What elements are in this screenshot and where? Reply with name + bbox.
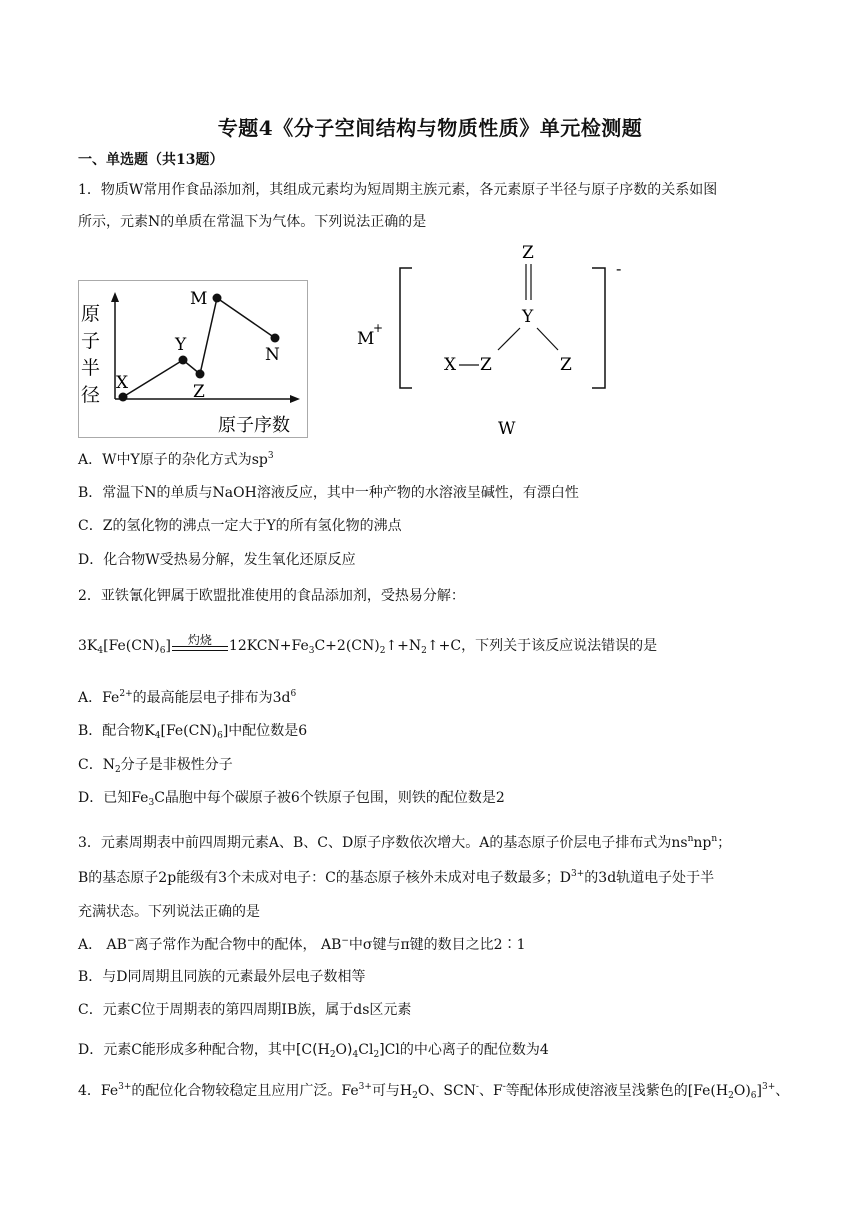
- q4-stem: 4．$Fe^{3+}$的配位化合物较稳定且应用广泛。$Fe^{3+}$可与$H_2O$、SCN-、F-等配体形成使溶液呈浅紫色的$[Fe(H_2O)_6]^{3+}$、: [78, 1082, 790, 1101]
- atom-y: Y: [522, 307, 534, 327]
- q3-stem-line1: 3．元素周期表中前四周期元素A、B、C、D原子序数依次增大。A的基态原子价层电子排布式为$ns^nnp^n$；: [78, 834, 732, 851]
- y-axis-label-2: 子: [81, 330, 101, 352]
- q2-option-c: C．$N_2$分子是非极性分子: [78, 757, 233, 775]
- q3-option-a: A． AB−离子常作为配合物中的配体， AB−中σ键与π键的数目之比2∶1: [78, 936, 526, 953]
- point-n: [271, 334, 280, 343]
- q2-option-d: D．已知$Fe_3C$晶胞中每个碳原子被6个铁原子包围，则铁的配位数是2: [78, 790, 505, 808]
- label-m: M: [190, 289, 208, 309]
- y-axis-label-4: 径: [81, 384, 101, 406]
- q3-stem-line2: B的基态原子2p能级有3个未成对电子：C的基态原子核外未成对电子数最多；$D^{3+}$的3d轨道电子处于半: [78, 869, 715, 886]
- page-title: 专题4《分子空间结构与物质性质》单元检测题: [217, 116, 643, 140]
- q2-stem: 2．亚铁氰化钾属于欧盟批准使用的食品添加剂，受热易分解：: [78, 588, 465, 604]
- q1-option-d: D．化合物W受热易分解，发生氧化还原反应: [78, 552, 356, 568]
- point-z: [196, 370, 205, 379]
- label-y: Y: [175, 335, 187, 355]
- q1-stem-line1: 1．物质W常用作食品添加剂，其组成元素均为短周期主族元素，各元素原子半径与原子序数的关系如图: [78, 182, 718, 198]
- point-y: [179, 356, 188, 365]
- section-heading: 一、单选题（共13题）: [78, 152, 224, 168]
- atom-z-right: Z: [560, 355, 572, 375]
- y-axis-label-3: 半: [81, 357, 101, 379]
- cation-charge: +: [373, 321, 384, 335]
- anion-structure-figure: [350, 240, 640, 440]
- atom-z-top: Z: [522, 243, 534, 263]
- q3-option-d: D．元素C能形成多种配合物，其中$[C(H_2O)_4Cl_2]Cl$的中心离子的配位数为4: [78, 1042, 549, 1060]
- label-n: N: [265, 345, 280, 365]
- q1-option-c: C．Z的氢化物的沸点一定大于Y的所有氢化物的沸点: [78, 518, 402, 534]
- q2-option-b: B．配合物$K_4[Fe(CN)_6]$中配位数是6: [78, 723, 308, 741]
- q3-stem-line3: 充满状态。下列说法正确的是: [78, 904, 260, 920]
- reaction-condition: 灼烧: [187, 633, 212, 647]
- label-x: X: [116, 373, 129, 393]
- x-axis-label: 原子序数: [218, 415, 290, 436]
- y-axis-label-1: 原: [81, 303, 101, 325]
- q1-stem-line2: 所示，元素N的单质在常温下为气体。下列说法正确的是: [78, 214, 427, 230]
- q1-option-a: A．W中Y原子的杂化方式为$sp^3$: [78, 451, 274, 468]
- cation-label: M: [357, 329, 375, 349]
- point-x: [119, 393, 128, 402]
- q2-equation: $3K_4[Fe(CN)_6]$ 灼烧 $12KCN+Fe_3C+2(CN)_2↑+N_2↑+C$，下列关于该反应说法错误的是: [78, 636, 657, 656]
- figure-caption: W: [498, 419, 516, 439]
- anion-charge: -: [616, 259, 622, 278]
- reaction-arrow: [171, 633, 229, 656]
- label-z: Z: [193, 382, 205, 402]
- atom-x: X: [444, 355, 457, 375]
- point-m: [213, 294, 222, 303]
- q3-option-c: C．元素C位于周期表的第四周期ⅠB族，属于ds区元素: [78, 1002, 412, 1018]
- q2-option-a: A．$Fe^{2+}$的最高能层电子排布为$3d^6$: [78, 689, 297, 706]
- atom-z-left: Z: [480, 355, 492, 375]
- radius-vs-atomic-number-graph: [78, 280, 310, 440]
- q3-option-b: B．与D同周期且同族的元素最外层电子数相等: [78, 969, 366, 985]
- q1-option-b: B．常温下N的单质与NaOH溶液反应，其中一种产物的水溶液呈碱性，有漂白性: [78, 485, 579, 501]
